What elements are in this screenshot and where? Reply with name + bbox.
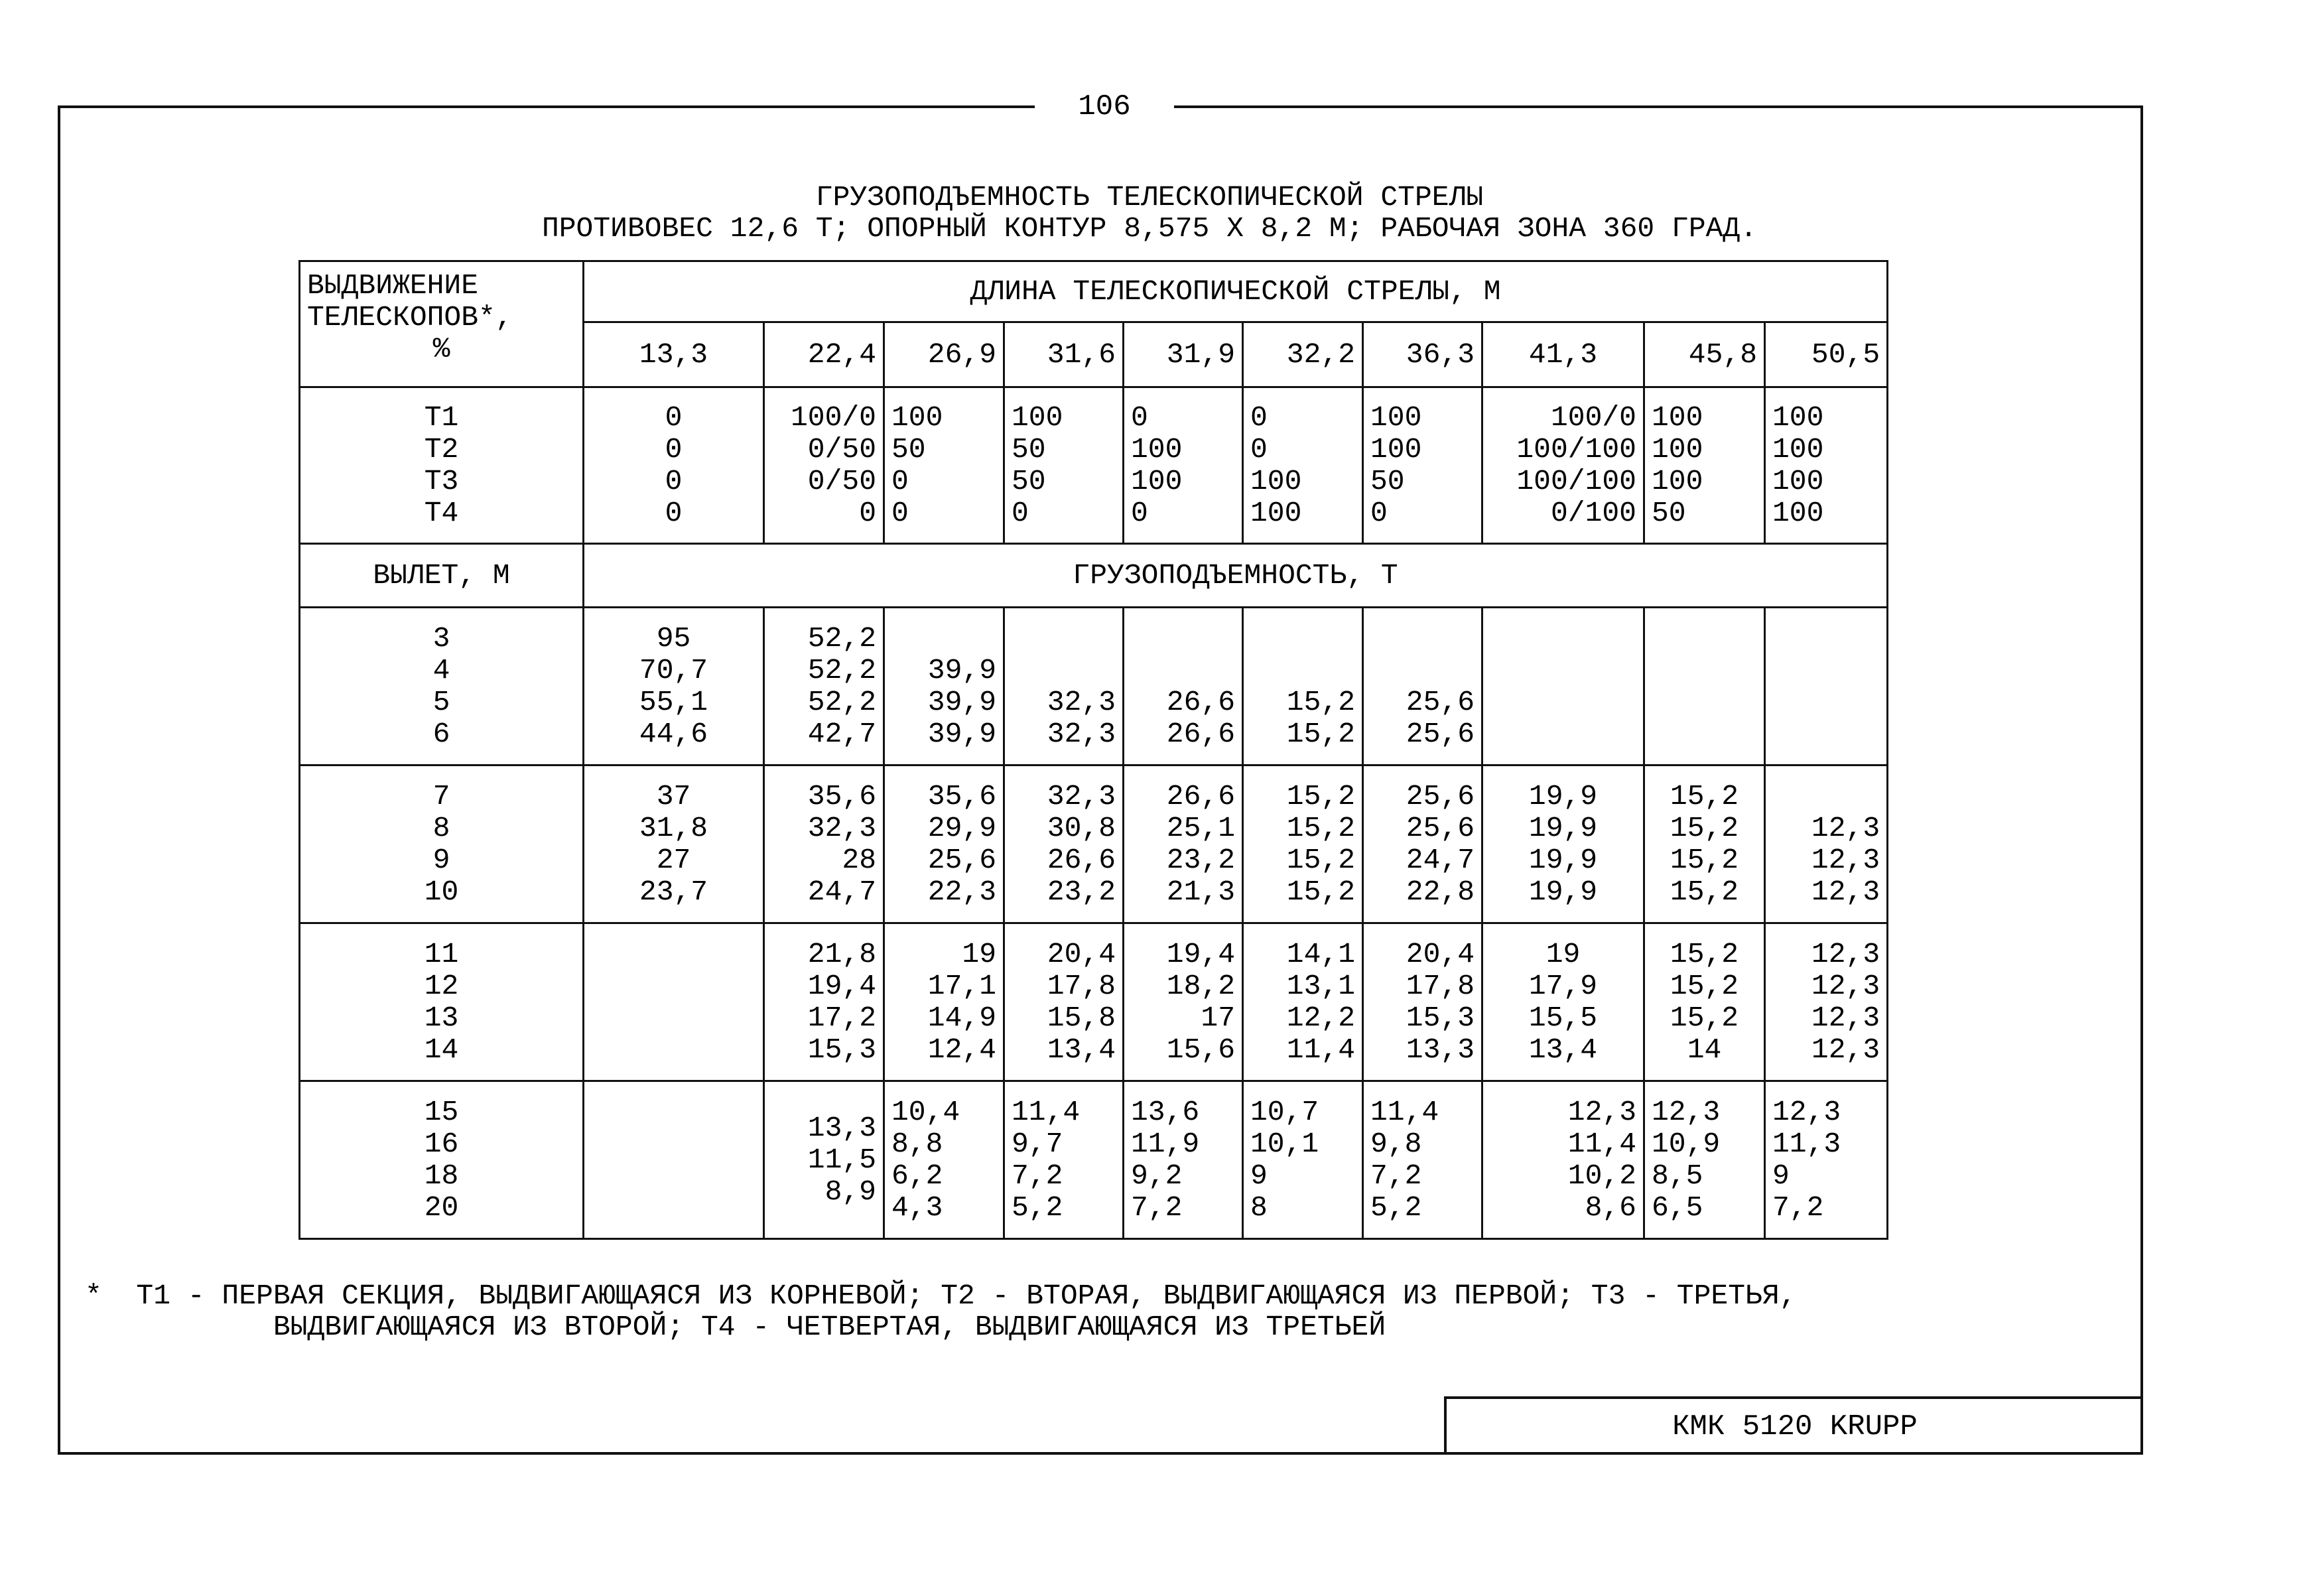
boom-length-header: ДЛИНА ТЕЛЕСКОПИЧЕСКОЙ СТРЕЛЫ, М: [584, 261, 1888, 322]
capacity-cell: 32,3 30,8 26,6 23,2: [1004, 765, 1124, 923]
capacity-cell: 15,2 15,2: [1243, 608, 1363, 765]
capacity-cell: 35,6 29,9 25,6 22,3: [884, 765, 1004, 923]
capacity-cell: 13,6 11,9 9,2 7,2: [1124, 1081, 1243, 1239]
capacity-cell: 15,2 15,2 15,2 14: [1644, 923, 1765, 1081]
boom-length-cell: 50,5: [1765, 322, 1888, 387]
capacity-cell: [1644, 608, 1765, 765]
extension-cell: 100 100 50 0: [1363, 387, 1482, 544]
capacity-cell: [584, 923, 764, 1081]
boom-length-cell: 22,4: [764, 322, 884, 387]
capacity-cell: 21,8 19,4 17,2 15,3: [764, 923, 884, 1081]
capacity-cell: 12,3 11,3 9 7,2: [1765, 1081, 1888, 1239]
table-title: ГРУЗОПОДЪЕМНОСТЬ ТЕЛЕСКОПИЧЕСКОЙ СТРЕЛЫ: [815, 181, 1484, 214]
footnote-line1: * Т1 - ПЕРВАЯ СЕКЦИЯ, ВЫДВИГАЮЩАЯСЯ ИЗ КОРНЕВОЙ; Т2 - ВТОРАЯ, ВЫДВИГАЮЩАЯСЯ ИЗ ПЕРВОЙ; Т3 - ТРЕТЬЯ,: [85, 1280, 1797, 1312]
capacity-cell: 95 70,7 55,1 44,6: [584, 608, 764, 765]
extension-cell: 100/0 0/50 0/50 0: [764, 387, 884, 544]
capacity-cell: 39,9 39,9 39,9: [884, 608, 1004, 765]
capacity-cell: 12,3 12,3 12,3: [1765, 765, 1888, 923]
table-subtitle: ПРОТИВОВЕС 12,6 Т; ОПОРНЫЙ КОНТУР 8,575 Х 8,2 М; РАБОЧАЯ ЗОНА 360 ГРАД.: [541, 212, 1758, 245]
capacity-cell: [1482, 608, 1644, 765]
capacity-cell: 19 17,9 15,5 13,4: [1482, 923, 1644, 1081]
title-block: [1444, 1396, 2143, 1455]
document-code: КМК 5120 KRUPP: [1672, 1410, 1918, 1443]
boom-length-cell: 32,2: [1243, 322, 1363, 387]
capacity-cell: 20,4 17,8 15,8 13,4: [1004, 923, 1124, 1081]
footnote-line2: ВЫДВИГАЮЩАЯСЯ ИЗ ВТОРОЙ; Т4 - ЧЕТВЕРТАЯ, ВЫДВИГАЮЩАЯСЯ ИЗ ТРЕТЬЕЙ: [85, 1311, 1386, 1343]
extension-cell: 100 50 50 0: [1004, 387, 1124, 544]
boom-length-cell: 36,3: [1363, 322, 1482, 387]
corner-label-line1: ВЫДВИЖЕНИЕ: [307, 269, 479, 302]
extension-cell: 0 0 100 100: [1243, 387, 1363, 544]
load-capacity-table: [298, 260, 1888, 1240]
capacity-cell: 26,6 25,1 23,2 21,3: [1124, 765, 1243, 923]
corner-label-line2: ТЕЛЕСКОПОВ*,: [307, 301, 513, 334]
boom-length-cell: 26,9: [884, 322, 1004, 387]
capacity-cell: 15,2 15,2 15,2 15,2: [1644, 765, 1765, 923]
capacity-cell: 19 17,1 14,9 12,4: [884, 923, 1004, 1081]
boom-length-cell: 41,3: [1482, 322, 1644, 387]
extension-cell: 100 50 0 0: [884, 387, 1004, 544]
capacity-cell: 11,4 9,7 7,2 5,2: [1004, 1081, 1124, 1239]
capacity-cell: 19,4 18,2 17 15,6: [1124, 923, 1243, 1081]
radius-values: 3 4 5 6: [300, 608, 584, 765]
capacity-cell: 32,3 32,3: [1004, 608, 1124, 765]
extension-cell: 0 100 100 0: [1124, 387, 1243, 544]
capacity-cell: 11,4 9,8 7,2 5,2: [1363, 1081, 1482, 1239]
boom-length-cell: 13,3: [584, 322, 764, 387]
extension-cell: 0 0 0 0: [584, 387, 764, 544]
telescope-labels: Т1 Т2 Т3 Т4: [300, 387, 584, 544]
capacity-cell: 19,9 19,9 19,9 19,9: [1482, 765, 1644, 923]
corner-label-line3: %: [432, 333, 450, 366]
capacity-cell: 13,3 11,5 8,9: [764, 1081, 884, 1239]
capacity-cell: 52,2 52,2 52,2 42,7: [764, 608, 884, 765]
extension-cell: 100 100 100 50: [1644, 387, 1765, 544]
capacity-cell: 12,3 12,3 12,3 12,3: [1765, 923, 1888, 1081]
capacity-cell: 25,6 25,6 24,7 22,8: [1363, 765, 1482, 923]
capacity-cell: 15,2 15,2 15,2 15,2: [1243, 765, 1363, 923]
boom-length-cell: 31,6: [1004, 322, 1124, 387]
capacity-cell: [1765, 608, 1888, 765]
capacity-header: ГРУЗОПОДЪЕМНОСТЬ, Т: [584, 544, 1888, 608]
telescope-extension-header: [300, 261, 584, 387]
capacity-cell: 26,6 26,6: [1124, 608, 1243, 765]
extension-cell: 100/0 100/100 100/100 0/100: [1482, 387, 1644, 544]
radius-values: 7 8 9 10: [300, 765, 584, 923]
page-number: 106: [1035, 85, 1174, 129]
capacity-cell: 12,3 11,4 10,2 8,6: [1482, 1081, 1644, 1239]
capacity-cell: [584, 1081, 764, 1239]
capacity-cell: 35,6 32,3 28 24,7: [764, 765, 884, 923]
capacity-cell: 25,6 25,6: [1363, 608, 1482, 765]
capacity-cell: 14,1 13,1 12,2 11,4: [1243, 923, 1363, 1081]
boom-length-cell: 45,8: [1644, 322, 1765, 387]
radius-values: 11 12 13 14: [300, 923, 584, 1081]
capacity-cell: 12,3 10,9 8,5 6,5: [1644, 1081, 1765, 1239]
footnote: [85, 1280, 1796, 1343]
radius-header: ВЫЛЕТ, М: [300, 544, 584, 608]
radius-values: 15 16 18 20: [300, 1081, 584, 1239]
boom-length-cell: 31,9: [1124, 322, 1243, 387]
capacity-cell: 10,7 10,1 9 8: [1243, 1081, 1363, 1239]
capacity-cell: 37 31,8 27 23,7: [584, 765, 764, 923]
capacity-cell: 10,4 8,8 6,2 4,3: [884, 1081, 1004, 1239]
capacity-cell: 20,4 17,8 15,3 13,3: [1363, 923, 1482, 1081]
extension-cell: 100 100 100 100: [1765, 387, 1888, 544]
